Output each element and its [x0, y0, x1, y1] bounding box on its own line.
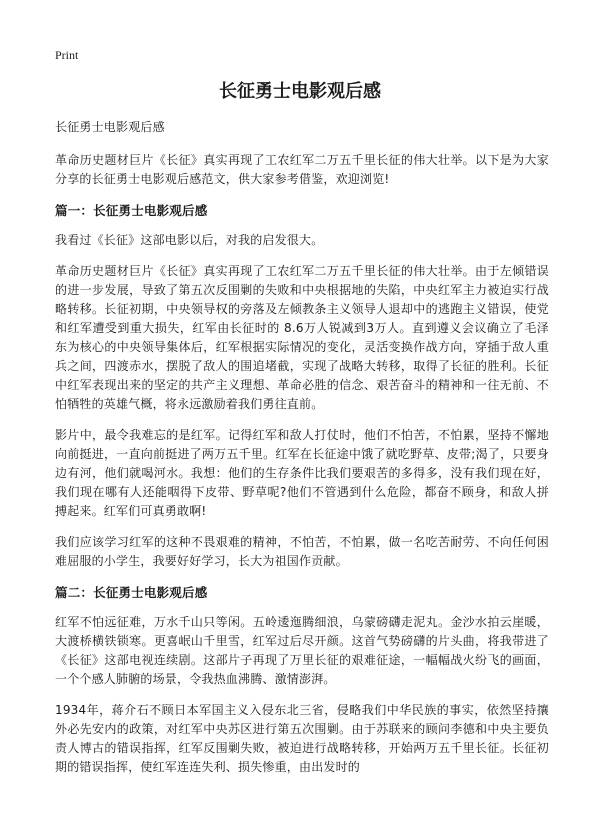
print-link[interactable]: Print [55, 48, 79, 62]
intro-paragraph: 革命历史题材巨片《长征》真实再现了工农红军二万五千里长征的伟大壮举。以下是为大家分享的长征勇士电影观后感范文，供大家参考借鉴，欢迎浏览! [55, 153, 549, 186]
page-title: 长征勇士电影观后感 [219, 81, 381, 102]
section-1-paragraph: 我们应该学习红军的这种不畏艰难的精神，不怕苦，不怕累，做一名吃苦耐劳、不向任何困难屈服的小学生，我要好好学习，长大为祖国作贡献。 [55, 535, 549, 568]
section-2-heading: 篇二：长征勇士电影观后感 [55, 585, 208, 600]
section-2-paragraph: 红军不怕远征难，万水千山只等闲。五岭逶迤腾细浪，乌蒙磅礴走泥丸。金沙水拍云崖暖，大渡桥横铁锁寒。更喜岷山千里雪，红军过后尽开颜。这首气势磅礴的片头曲，将我带进了《长征》这部电视连续剧。这部片子再现了万里长征的艰难征途，一幅幅战火纷飞的画面，一个个感人肺腑的场景，令我热血沸腾、激情澎湃。 [55, 615, 549, 686]
article-subtitle: 长征勇士电影观后感 [55, 120, 165, 134]
section-2-paragraph: 1934年，蒋介石不顾日本军国主义入侵东北三省，侵略我们中华民族的事实，依然坚持攘外必先安内的政策，对红军中央苏区进行第五次围剿。由于苏联来的顾问李德和中央主要负责人博古的错误指挥，红军反围剿失败，被迫进行战略转移，开始两万五千里长征。长征初期的错误指挥，使红军连连失利、损失惨重，由出发时的 [55, 703, 549, 774]
article-body [55, 118, 549, 789]
section-1-paragraph: 我看过《长征》这部电影以后，对我的启发很大。 [55, 233, 324, 247]
section-1-paragraph: 革命历史题材巨片《长征》真实再现了工农红军二万五千里长征的伟大壮举。由于左倾错误的进一步发展，导致了第五次反围剿的失败和中央根据地的失陷，中央红军主力被迫实行战略转移。长征初期，中央领导权的旁落及左倾教条主义领导人退却中的逃跑主义错误，使党和红军遭受到重大损失，红军由长征时的 8.6万人锐减到3万人。直到遵义会议确立了毛泽东为核心的中央领导集体后，红军根据实际情况的变化，灵活变换作战方向，穿插于敌人重兵之间，四渡赤水，摆脱了敌人的围追堵截，实现了战略大转移，取得了长征的胜利。长征中红军表现出来的坚定的共产主义理想、革命必胜的信念、艰苦奋斗的精神和一往无前、不怕牺牲的英雄气概，将永远激励着我们勇往直前。 [55, 264, 549, 411]
section-1-paragraph: 影片中，最令我难忘的是红军。记得红军和敌人打仗时，他们不怕苦，不怕累，坚持不懈地向前挺进，一直向前挺进了两万五千里。红军在长征途中饿了就吃野草、皮带;渴了，只要身边有河，他们就喝河水。我想：他们的生存条件比我们要艰苦的多得多，没有我们现在好，我们现在哪有人还能咽得下皮带、野草呢?他们不管遇到什么危险，都奋不顾身，和敌人拼搏起来。红军们可真勇敢啊! [55, 428, 549, 518]
section-1-heading: 篇一：长征勇士电影观后感 [55, 203, 208, 218]
